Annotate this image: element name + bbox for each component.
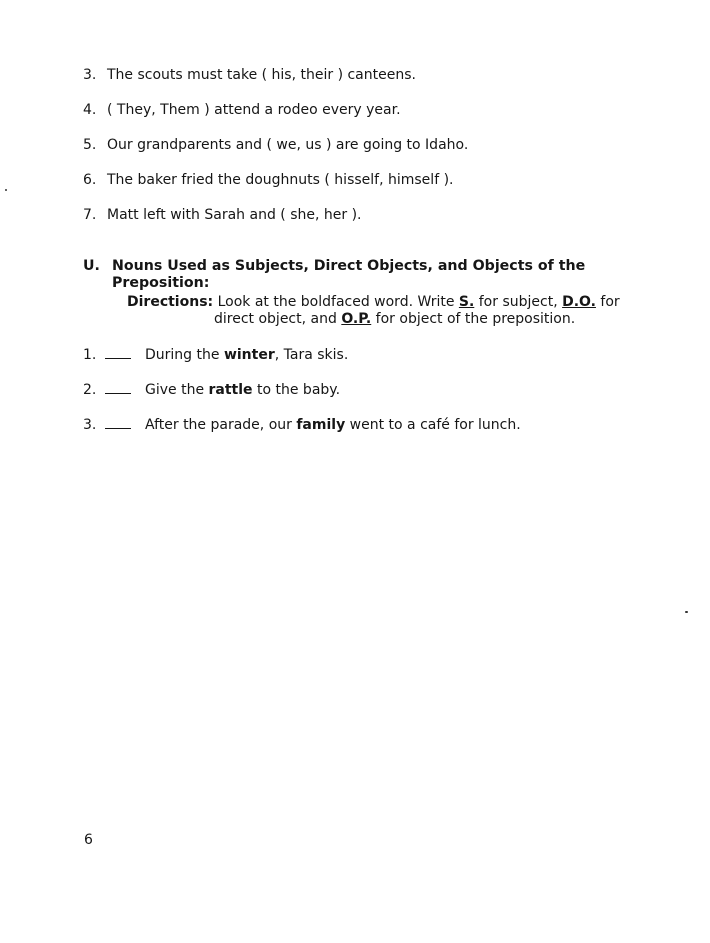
scan-speck xyxy=(685,611,688,613)
question-row xyxy=(83,381,340,399)
item-text: Our grandparents and ( we, us ) are going to Idaho. xyxy=(107,137,469,153)
item-number: 5. xyxy=(83,137,97,153)
item-text: The baker fried the doughnuts ( hisself, himself ). xyxy=(107,172,454,188)
question-row xyxy=(83,346,348,364)
boldfaced-word: winter xyxy=(223,347,275,363)
directions-line2 xyxy=(127,311,620,328)
list-item xyxy=(83,66,416,84)
directions-text: direct object, and xyxy=(214,311,342,327)
code-subject: S. xyxy=(458,294,475,310)
question-number: 1. xyxy=(83,347,97,363)
answer-blank[interactable] xyxy=(105,346,131,359)
directions-text: for object of the preposition. xyxy=(371,311,576,327)
question-number: 3. xyxy=(83,417,97,433)
directions-text: Look at the boldfaced word. Write xyxy=(217,294,459,310)
boldfaced-word: rattle xyxy=(208,382,253,398)
section-letter: U. xyxy=(83,258,100,274)
item-number: 4. xyxy=(83,102,97,118)
code-direct-object: D.O. xyxy=(562,294,596,310)
question-text: went to a café for lunch. xyxy=(345,417,521,433)
item-number: 6. xyxy=(83,172,97,188)
directions-text: for xyxy=(595,294,620,310)
item-number: 7. xyxy=(83,207,97,223)
question-text: , Tara skis. xyxy=(274,347,349,363)
item-text: Matt left with Sarah and ( she, her ). xyxy=(107,207,362,223)
question-number: 2. xyxy=(83,382,97,398)
scan-speck xyxy=(5,189,7,191)
code-object-of-preposition: O.P. xyxy=(341,311,372,327)
directions-label: Directions: xyxy=(127,294,214,310)
item-text: The scouts must take ( his, their ) canteens. xyxy=(107,67,416,83)
question-text: Give the xyxy=(145,382,209,398)
list-item xyxy=(83,171,453,189)
item-number: 3. xyxy=(83,67,97,83)
section-title-line2: Preposition: xyxy=(112,275,210,291)
question-row xyxy=(83,416,521,434)
answer-blank[interactable] xyxy=(105,381,131,394)
list-item xyxy=(83,136,468,154)
list-item xyxy=(83,101,401,119)
question-text: During the xyxy=(145,347,224,363)
directions xyxy=(127,294,620,328)
question-text: to the baby. xyxy=(252,382,341,398)
question-text: After the parade, our xyxy=(145,417,297,433)
answer-blank[interactable] xyxy=(105,416,131,429)
item-text: ( They, Them ) attend a rodeo every year. xyxy=(107,102,401,118)
directions-text: for subject, xyxy=(474,294,563,310)
boldfaced-word: family xyxy=(296,417,346,433)
section-heading xyxy=(83,258,585,292)
page-number: 6 xyxy=(84,832,93,848)
section-title-line1: Nouns Used as Subjects, Direct Objects, and Objects of the xyxy=(112,258,586,274)
list-item xyxy=(83,206,361,224)
